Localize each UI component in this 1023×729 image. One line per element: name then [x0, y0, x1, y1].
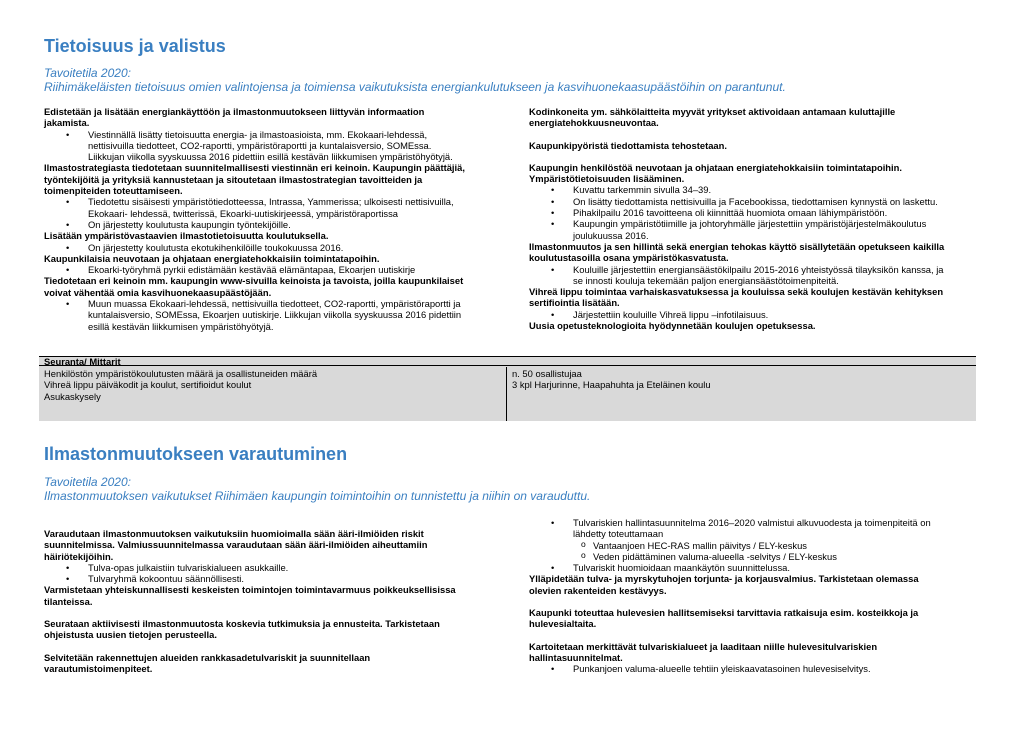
section2-right-column [529, 517, 969, 675]
goal-text: Ilmastonmuutoksen vaikutukset Riihimäen kaupungin toimintoihin on tunnistettu ja niihin on varauduttu. [44, 489, 591, 503]
section1-left-column [44, 106, 514, 332]
bullet-item: • Tulvariskien hallintasuunnitelma 2016–2020 valmistui alkuvuodesta ja toimenpiteitä on [529, 517, 969, 528]
spacer [44, 641, 514, 652]
action-heading: olevien rakenteiden kestävyys. [529, 584, 667, 596]
metric-item: Asukaskysely [44, 390, 101, 402]
action-heading: Edistetään ja lisätään energiankäyttöön ja ilmastonmuutokseen liittyvän informaation [44, 106, 425, 117]
action-heading: Ilmastonmuutos ja sen hillintä sekä energian tehokas käyttö sisällytetään opetukseen kaikilla [529, 240, 945, 252]
spacer [529, 596, 969, 607]
action-heading: Tiedotetaan eri keinoin mm. kaupungin www-sivuilla keinoista ja tavoista, joilla kaupunkilaiset [44, 275, 464, 287]
action-heading: voivat vähentää omia kasvihuonekaasupäästöjään. [44, 286, 272, 298]
action-heading: tilanteissa. [44, 595, 93, 607]
action-heading: suunnitelmissa. Valmiussuunnitelmassa varaudutaan sään ääri-ilmiöiden aiheuttamiin [44, 539, 428, 551]
goal-label: Tavoitetila 2020: [44, 475, 131, 489]
action-heading: Kaupunkilaisia neuvotaan ja ohjataan energiatehokkaisiin toimintatapoihin. [44, 252, 380, 264]
bullet-item: • Pihakilpailu 2016 tavoitteena oli kiinnittää huomiota omaan lähiympäristöön. [529, 207, 969, 218]
bullet-continuation: lähdetty toteuttamaan [573, 528, 664, 540]
section2-left-column [44, 528, 514, 674]
bullet-item: • Kaupungin ympäristötiimille ja johtoryhmälle järjestettiin ympäristöjärjestelmäkoulutus [529, 218, 969, 229]
bullet-item: • Kouluille järjestettiin energiansäästökilpailu 2015-2016 yhteistyössä tilayksikön kanssa, ja [529, 264, 969, 275]
sub-bullet-item: o Veden pidättäminen valuma-alueella -selvitys / ELY-keskus [529, 551, 969, 562]
action-heading: Kartoitetaan merkittävät tulvariskialueet ja laaditaan niille hulevesitulvariskien [529, 640, 878, 652]
action-heading: Kaupunki toteuttaa hulevesien hallitsemiseksi tarvittavia ratkaisuja esim. kosteikkoja ja [529, 607, 919, 619]
metrics-left-column [44, 368, 317, 402]
bullet-continuation: Ekokaari- lehdessä, twitterissä, Ekoarki-uutiskirjeessä, ympäristöraportissa [88, 207, 399, 219]
action-heading: jakamista. [44, 117, 90, 129]
bullet-item: • Tulvaryhmä kokoontuu säännöllisesti. [44, 573, 514, 584]
section1-right-column [529, 106, 969, 331]
action-heading: Ylläpidetään tulva- ja myrskytuhojen torjunta- ja korjausvalmius. Tarkistetaan olemassa [529, 573, 919, 585]
bullet-item: • Viestinnällä lisätty tietoisuutta energia- ja ilmastoasioista, mm. Ekokaari-lehdessä, [44, 129, 514, 140]
action-heading: Ympäristötietoisuuden lisääminen. [529, 173, 685, 185]
bullet-item: • Tulvariskit huomioidaan maankäytön suunnittelussa. [529, 562, 969, 573]
metrics-divider [506, 367, 507, 421]
action-heading: työntekijöitä ja yrityksiä kannustetaan ja sitoutetaan ilmastostrategian tavoitteiden ja [44, 173, 423, 185]
action-heading: Vihreä lippu toimintaa varhaiskasvatuksessa ja kouluissa sekä koulujen kestävän kehityksen [529, 286, 944, 298]
bullet-continuation: Liikkujan viikolla syyskuussa 2016 pidettiin esillä kestävän liikkumisen ympäristöhyötyjä. [88, 151, 453, 163]
sub-bullet-item: o Vantaanjoen HEC-RAS mallin päivitys / ELY-keskus [529, 540, 969, 551]
bullet-item: • On järjestetty koulutusta ekotukihenkilöille toukokuussa 2016. [44, 242, 514, 253]
action-heading: Selvitetään rakennettujen alueiden rankkasadetulvariskit ja suunnitellaan [44, 651, 371, 663]
action-heading: Lisätään ympäristövastaavien ilmastotietoisuutta koulutuksella. [44, 230, 329, 242]
bullet-item: • Ekoarki-työryhmä pyrkii edistämään kestävää elämäntapaa, Ekoarjen uutiskirje [44, 264, 514, 275]
action-heading: sertifiointia lisätään. [529, 297, 620, 309]
action-heading: häiriötekijöihin. [44, 550, 114, 562]
bullet-item: • Punkanjoen valuma-alueelle tehtiin yleiskaavatasoinen hulevesiselvitys. [529, 663, 969, 674]
action-heading: energiatehokkuusneuvontaa. [529, 117, 659, 129]
action-heading: hulevesialtaita. [529, 618, 597, 630]
section-title-awareness: Tietoisuus ja valistus [44, 36, 226, 56]
action-heading: Varmistetaan yhteiskunnallisesti keskeisten toimintojen toimintavarmuus poikkeuksellisissa [44, 584, 456, 596]
spacer [529, 129, 969, 140]
goal-label: Tavoitetila 2020: [44, 66, 131, 80]
action-heading: ohjeistusta uusien tietojen perusteella. [44, 629, 217, 641]
bullet-continuation: nettisivuilla tiedotteet, CO2-raportti, ympäristöraportti ja kuntalaisversio, SOMEssa. [88, 139, 432, 151]
action-heading: hallintasuunnitelmat. [529, 651, 623, 663]
bullet-continuation: esillä kestävän liikkumisen ympäristöhyötyjä. [88, 320, 274, 332]
action-heading: Ilmastostrategiasta tiedotetaan suunnitelmallisesti viestinnän eri keinoin. Kaupungin päättäjiä, [44, 162, 465, 174]
action-heading: Seurataan aktiivisesti ilmastonmuutosta koskevia tutkimuksia ja ennusteita. Tarkistetaan [44, 618, 440, 630]
bullet-continuation: joulukuussa 2016. [573, 229, 649, 241]
metrics-table [39, 356, 976, 421]
metrics-right-column [512, 368, 711, 391]
section-title-adaptation: Ilmastonmuutokseen varautuminen [44, 444, 348, 464]
action-heading: Varaudutaan ilmastonmuutoksen vaikutuksiin huomioimalla sään ääri-ilmiöiden riskit [44, 528, 424, 539]
bullet-item: • Järjestettiin kouluille Vihreä lippu –infotilaisuus. [529, 309, 969, 320]
bullet-continuation: kuntalaisversio, SOMEssa, Ekoarjen uutiskirje. Liikkujan viikolla syyskuussa 2016 pidettiin [88, 309, 462, 321]
metric-item: Henkilöstön ympäristökoulutusten määrä ja osallistuneiden määrä [44, 368, 318, 379]
action-heading: Kodinkoneita ym. sähkölaitteita myyvät yritykset aktivoidaan antamaan kuluttajille [529, 106, 896, 117]
bullet-item: • Tulva-opas julkaistiin tulvariskialueen asukkaille. [44, 562, 514, 573]
action-heading: toimenpiteiden toteuttamiseen. [44, 185, 183, 197]
action-heading: varautumistoimenpiteet. [44, 662, 153, 674]
metric-item: Vihreä lippu päiväkodit ja koulut, sertifioidut koulut [44, 379, 252, 391]
bullet-item: • Tiedotettu sisäisesti ympäristötiedotteessa, Intrassa, Yammerissa; ulkoisesti nettisivuilla, [44, 196, 514, 207]
action-heading: koulutustasoilla osana ympäristökasvatusta. [529, 252, 729, 264]
metric-value: n. 50 osallistujaa [512, 368, 582, 379]
metric-value: 3 kpl Harjurinne, Haapahuhta ja Eteläinen koulu [512, 379, 711, 391]
action-heading: Uusia opetusteknologioita hyödynnetään koulujen opetuksessa. [529, 320, 816, 332]
action-heading: Kaupunkipyöristä tiedottamista tehostetaan. [529, 139, 727, 151]
action-heading: Kaupungin henkilöstöä neuvotaan ja ohjataan energiatehokkaisiin toimintatapoihin. [529, 161, 902, 173]
spacer [529, 630, 969, 641]
bullet-item: • On järjestetty koulutusta kaupungin työntekijöille. [44, 219, 514, 230]
bullet-continuation: se innosti kouluja tekemään paljon energiansäästötoimenpiteitä. [573, 274, 839, 286]
spacer [529, 151, 969, 162]
spacer [44, 607, 514, 618]
metrics-header: Seuranta/ Mittarit [39, 356, 976, 366]
goal-text: Riihimäkeläisten tietoisuus omien valintojensa ja toimiensa vaikutuksista energiankulutukseen ja kasvihuonekaasupäästöihin on parantunut. [44, 80, 786, 94]
bullet-item: • Kuvattu tarkemmin sivulla 34–39. [529, 184, 969, 195]
bullet-item: • On lisätty tiedottamista nettisivuilla ja Facebookissa, tiedottamisen kynnystä on laskettu. [529, 196, 969, 207]
bullet-item: • Muun muassa Ekokaari-lehdessä, nettisivuilla tiedotteet, CO2-raportti, ympäristöraportti ja [44, 298, 514, 309]
